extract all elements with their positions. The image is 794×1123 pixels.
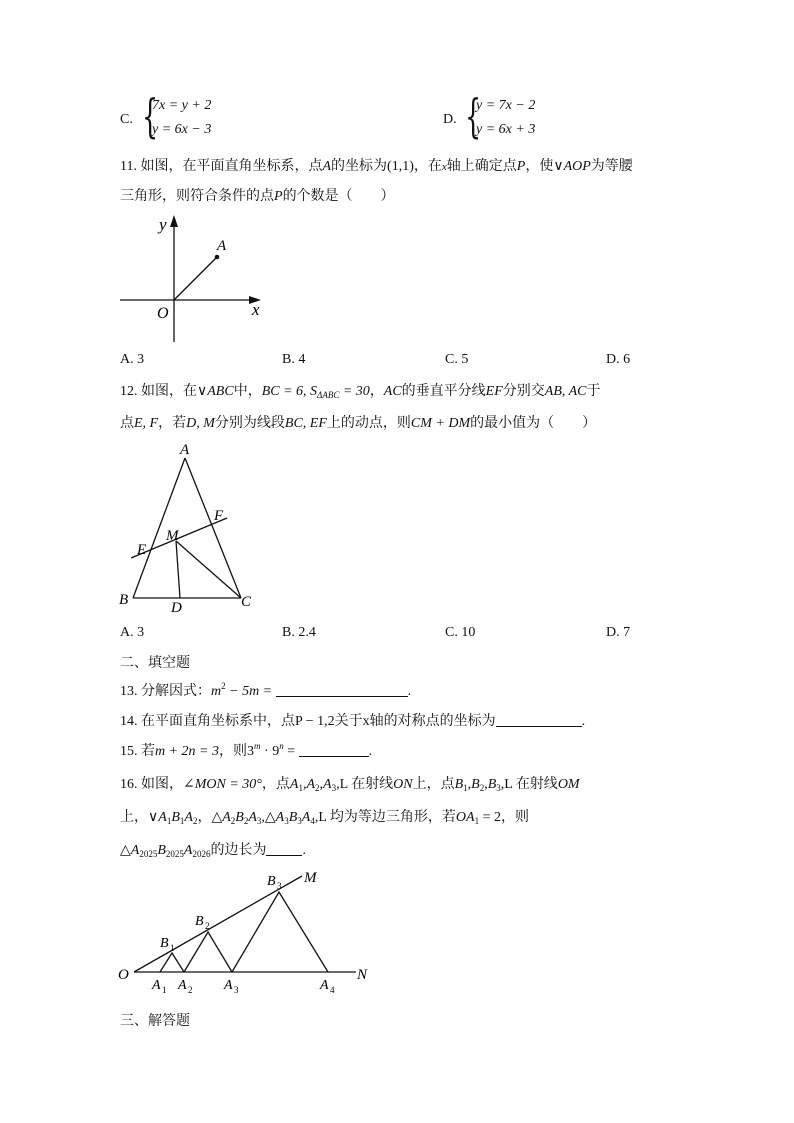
q12-text: 分别交 bbox=[502, 384, 545, 399]
q15-condition: m + 2n = 3 bbox=[155, 744, 220, 759]
q12-figure bbox=[115, 438, 265, 618]
label-a2-sub: 2 bbox=[188, 985, 193, 995]
label-o: O bbox=[118, 967, 129, 983]
label-a2: A bbox=[178, 978, 187, 993]
q16-text: 的边长为 bbox=[210, 843, 267, 858]
q12-condition: = 30 bbox=[339, 384, 370, 399]
q12-choice-a: A. 3 bbox=[120, 625, 145, 640]
q12-choice-c: C. 10 bbox=[445, 625, 476, 640]
q12-condition: BC = 6, S bbox=[261, 384, 318, 399]
q16-figure bbox=[112, 862, 382, 1002]
q12-line2 bbox=[120, 412, 596, 432]
label-b1-sub: 1 bbox=[170, 943, 175, 953]
q16-ray: ON bbox=[393, 777, 413, 792]
label-e: E bbox=[137, 542, 147, 558]
q11-var: A bbox=[322, 159, 332, 174]
q14-answer-blank[interactable] bbox=[496, 714, 582, 727]
q12-triangle: ∨ABC bbox=[197, 384, 234, 399]
q11-text: 11. 如图，在平面直角坐标系，点 bbox=[120, 159, 323, 174]
section-2-heading: 二、填空题 bbox=[120, 656, 190, 671]
triangle-3 bbox=[232, 892, 328, 972]
q14-end: . bbox=[581, 714, 586, 729]
q12-var: EF bbox=[485, 384, 503, 399]
label-d: D bbox=[171, 600, 182, 616]
q11-text: 的个数是（ ） bbox=[282, 189, 395, 204]
option-c-eq1: 7x = y + 2 bbox=[152, 98, 212, 113]
q12-text: 的最小值为（ ） bbox=[470, 416, 597, 431]
option-c-eq2: y = 6x − 3 bbox=[152, 122, 212, 137]
q11-coord: (1,1) bbox=[387, 159, 414, 174]
q13-expr: m bbox=[211, 684, 222, 699]
label-a1: A bbox=[152, 978, 161, 993]
q12-text: ，若 bbox=[158, 416, 187, 431]
q16-oa-value: = 2 bbox=[479, 810, 501, 825]
option-c bbox=[120, 112, 133, 128]
q16-text: 16. 如图， bbox=[120, 777, 183, 792]
q16-point: A bbox=[323, 777, 332, 792]
q15-text: 15. 若 bbox=[120, 744, 155, 759]
side-ac bbox=[185, 458, 241, 598]
q16-end: . bbox=[302, 843, 306, 858]
q12-var: AC bbox=[383, 384, 402, 399]
q16-text: 上，点 bbox=[412, 777, 455, 792]
q16-angle: ∠MON = 30° bbox=[183, 777, 262, 792]
label-b2: B bbox=[195, 914, 204, 929]
label-b2-sub: 2 bbox=[205, 921, 210, 931]
label-a: A bbox=[217, 238, 227, 254]
q12-var: BC, EF bbox=[284, 416, 327, 431]
label-a3-sub: 3 bbox=[234, 985, 239, 995]
q12-condition-sub: ΔABC bbox=[317, 390, 340, 400]
label-b3: B bbox=[267, 874, 276, 889]
q13-answer-blank[interactable] bbox=[276, 684, 408, 697]
option-d bbox=[443, 112, 457, 128]
label-b: B bbox=[119, 592, 129, 608]
q14 bbox=[120, 710, 585, 730]
segment-mc bbox=[176, 541, 241, 598]
q13-exponent: 2 bbox=[221, 681, 226, 691]
q16-text: ，点 bbox=[261, 777, 290, 792]
q15-end: . bbox=[368, 744, 373, 759]
q15-dot: · bbox=[260, 744, 273, 759]
label-m: M bbox=[166, 528, 179, 544]
label-a4-sub: 4 bbox=[330, 985, 335, 995]
q12-choice-d: D. 7 bbox=[606, 625, 631, 640]
label-a3: A bbox=[224, 978, 233, 993]
q16-text: 在射线 bbox=[351, 777, 394, 792]
q11-line2 bbox=[120, 185, 395, 205]
label-c: C bbox=[241, 594, 252, 610]
q16-text: 在射线 bbox=[515, 777, 558, 792]
label-b1: B bbox=[160, 936, 169, 951]
q11-var: P bbox=[274, 189, 283, 204]
q12-text: 中， bbox=[233, 384, 262, 399]
q11-text: 三角形，则符合条件的点 bbox=[120, 189, 274, 204]
label-x: x bbox=[252, 300, 260, 319]
q12-text: 分别为线段 bbox=[214, 416, 285, 431]
label-b3-sub: 3 bbox=[277, 881, 282, 891]
q16-answer-blank[interactable] bbox=[266, 843, 302, 856]
q13-end: . bbox=[407, 684, 412, 699]
q12-text: 的垂直平分线 bbox=[401, 384, 486, 399]
q15-base: 3 bbox=[247, 744, 255, 759]
q12-text: 12. 如图，在 bbox=[120, 384, 197, 399]
brace-d: { bbox=[465, 89, 482, 143]
point-a bbox=[215, 255, 220, 260]
option-d-label: D. bbox=[443, 112, 457, 127]
q12-var: E, F bbox=[134, 416, 159, 431]
q16-triangle: △A bbox=[120, 843, 140, 858]
label-a1-sub: 1 bbox=[162, 985, 167, 995]
brace-c: { bbox=[142, 89, 159, 143]
section-3-heading: 三、解答题 bbox=[120, 1014, 190, 1029]
q16-text: 均为等边三角形，若 bbox=[329, 810, 456, 825]
option-d-eq2: y = 6x + 3 bbox=[476, 122, 536, 137]
q16-line1: 16. 如图，∠MON = 30°，点$A_1,A_2,A_3,L$ 在射线ON上，点$B_1,B_2,B_3,L$ 在射线OM bbox=[120, 777, 580, 793]
q11-line1 bbox=[120, 155, 633, 175]
q12-var: AB, AC bbox=[544, 384, 587, 399]
q15 bbox=[120, 740, 372, 760]
label-a: A bbox=[180, 442, 190, 458]
q11-choice-b: B. 4 bbox=[282, 352, 306, 367]
q11-choice-d: D. 6 bbox=[606, 352, 631, 367]
q16-oa: OA bbox=[455, 810, 475, 825]
q11-var: P bbox=[516, 159, 526, 174]
q11-text: 轴上确定点 bbox=[446, 159, 517, 174]
q14-text: 14. 在平面直角坐标系中，点P − 1,2关于x轴的对称点的坐标为 bbox=[120, 714, 496, 729]
q12-line1 bbox=[120, 380, 601, 400]
q16-triangle: ∨A bbox=[148, 810, 167, 825]
q12-text: 于 bbox=[586, 384, 601, 399]
q16-text: 上， bbox=[120, 810, 148, 825]
q15-base: 9 bbox=[272, 744, 280, 759]
y-axis-arrow bbox=[170, 215, 178, 227]
q12-text: 点 bbox=[120, 416, 134, 431]
label-n: N bbox=[357, 967, 368, 983]
label-y: y bbox=[159, 215, 167, 234]
q13-expr: − 5m = bbox=[225, 684, 276, 699]
q11-triangle: ∨AOP bbox=[553, 159, 591, 174]
q15-text: ，则 bbox=[219, 744, 248, 759]
q16-line2: 上，$\vee A_1B_1A_2$，$\triangle A_2B_2A_3,\triangle A_3B_3A_4,L$ 均为等边三角形，若$OA_1 = 2$，则 bbox=[120, 810, 529, 826]
triangle-2 bbox=[184, 932, 232, 972]
q16-text: ，则 bbox=[500, 810, 529, 825]
q12-var: D, M bbox=[186, 416, 215, 431]
option-c-label: C. bbox=[120, 112, 133, 127]
q11-choice-a: A. 3 bbox=[120, 352, 145, 367]
q13-text: 13. 分解因式： bbox=[120, 684, 211, 699]
q13 bbox=[120, 680, 411, 700]
label-a4: A bbox=[320, 978, 329, 993]
q15-exponent: m bbox=[254, 741, 261, 751]
triangle-1 bbox=[160, 953, 184, 972]
q11-text: 为等腰 bbox=[590, 159, 633, 174]
q15-equals: = bbox=[283, 744, 299, 759]
q15-exponent: n bbox=[279, 741, 284, 751]
q16-ray: OM bbox=[557, 777, 580, 792]
q11-text: 的坐标为 bbox=[331, 159, 388, 174]
q12-choice-b: B. 2.4 bbox=[282, 625, 316, 640]
q16-line3: $\triangle A_{2025}B_{2025}A_{2026}$的边长为 . bbox=[120, 843, 306, 859]
q16-point: A bbox=[306, 777, 316, 792]
q11-text: ，在 bbox=[413, 159, 442, 174]
q11-text: ，使 bbox=[525, 159, 554, 174]
q11-figure bbox=[115, 210, 275, 350]
label-o: O bbox=[157, 305, 169, 322]
q11-var: x bbox=[441, 161, 447, 173]
segment-md bbox=[176, 541, 180, 598]
q16-point: A bbox=[289, 777, 299, 792]
option-d-eq1: y = 7x − 2 bbox=[476, 98, 536, 113]
q15-answer-blank[interactable] bbox=[299, 744, 369, 757]
q12-text: 上的动点，则 bbox=[326, 416, 411, 431]
segment-oa bbox=[174, 257, 217, 300]
q11-choice-c: C. 5 bbox=[445, 352, 469, 367]
label-f: F bbox=[214, 508, 224, 524]
q12-text: ， bbox=[369, 384, 384, 399]
q12-expression: CM + DM bbox=[410, 416, 471, 431]
label-m: M bbox=[304, 870, 317, 886]
